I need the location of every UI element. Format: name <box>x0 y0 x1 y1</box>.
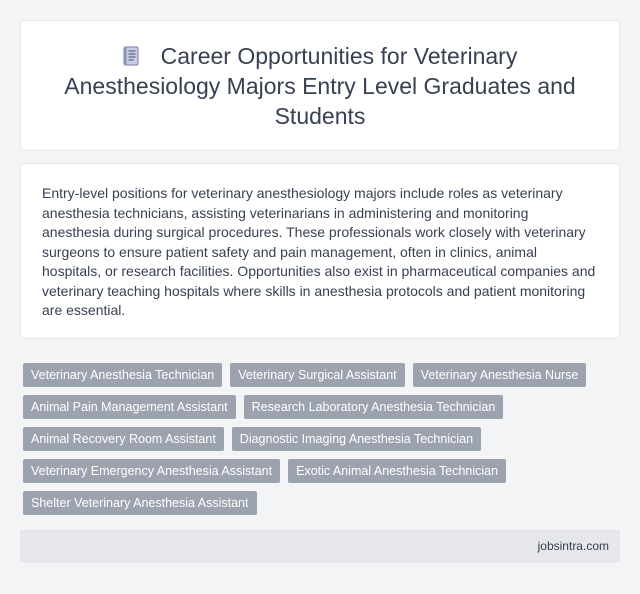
description-card <box>20 163 620 339</box>
tag-veterinary-anesthesia-technician[interactable]: Veterinary Anesthesia Technician <box>23 363 222 387</box>
footer-site-link[interactable]: jobsintra.com <box>537 539 609 553</box>
tag-shelter-veterinary-anesthesia-assistant[interactable]: Shelter Veterinary Anesthesia Assistant <box>23 491 257 515</box>
tag-veterinary-surgical-assistant[interactable]: Veterinary Surgical Assistant <box>230 363 404 387</box>
tag-veterinary-anesthesia-nurse[interactable]: Veterinary Anesthesia Nurse <box>413 363 587 387</box>
tag-list <box>23 363 603 523</box>
tag-research-laboratory-anesthesia-technician[interactable]: Research Laboratory Anesthesia Technician <box>244 395 504 419</box>
title-card <box>20 20 620 151</box>
description-text: Entry-level positions for veterinary anesthesiology majors include roles as veterinary anesthesia technicians, assisting veterinarians in administering and monitoring anesthesia during surgical procedures. These professionals work closely with veterinary surgeons to ensure patient safety and pain management, often in clinics, animal hospitals, or research facilities. Opportunities also exist in pharmaceutical companies and veterinary teaching hospitals where skills in anesthesia protocols and patient monitoring are essential. <box>42 185 596 318</box>
tag-veterinary-emergency-anesthesia-assistant[interactable]: Veterinary Emergency Anesthesia Assistant <box>23 459 280 483</box>
document-icon <box>123 43 139 63</box>
page-title-text: Career Opportunities for Veterinary Anesthesiology Majors Entry Level Graduates and Students <box>64 42 576 129</box>
tag-diagnostic-imaging-anesthesia-technician[interactable]: Diagnostic Imaging Anesthesia Technician <box>232 427 481 451</box>
page-title <box>51 41 589 131</box>
tag-animal-pain-management-assistant[interactable]: Animal Pain Management Assistant <box>23 395 236 419</box>
footer <box>20 530 620 563</box>
tag-exotic-animal-anesthesia-technician[interactable]: Exotic Animal Anesthesia Technician <box>288 459 506 483</box>
tag-animal-recovery-room-assistant[interactable]: Animal Recovery Room Assistant <box>23 427 224 451</box>
